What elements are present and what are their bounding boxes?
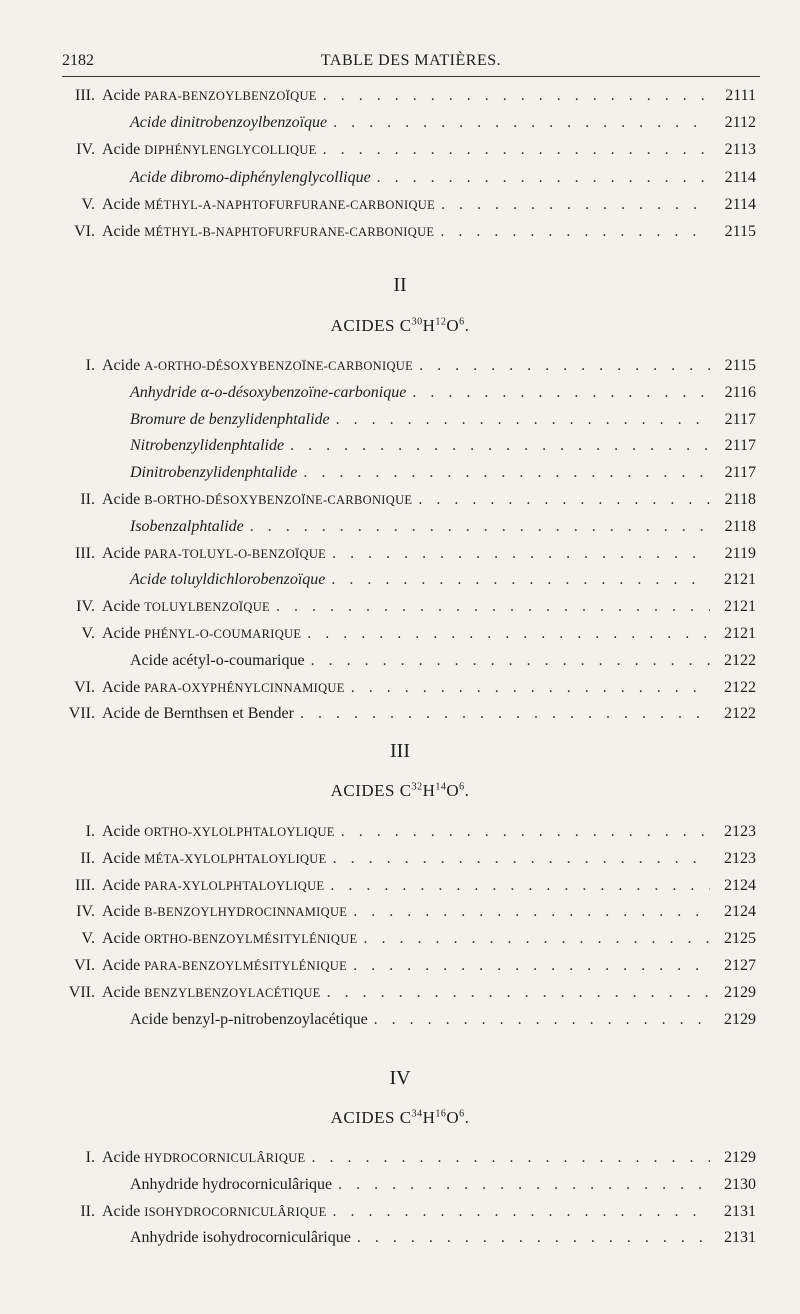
entry-label bbox=[102, 927, 357, 951]
entry-name: ORTHO-XYLOLPHTALOYLIQUE bbox=[144, 825, 335, 839]
entry-prefix: Acide bbox=[102, 876, 141, 894]
entry-page: 2118 bbox=[724, 491, 756, 508]
toc-entry[interactable] bbox=[0, 676, 756, 700]
entry-page: 2115 bbox=[724, 357, 756, 374]
entry-page: 2114 bbox=[724, 195, 756, 213]
entry-page: 2131 bbox=[724, 1229, 756, 1247]
formula-part: . bbox=[464, 1108, 470, 1127]
toc-entry[interactable] bbox=[0, 166, 756, 190]
entry-label: Nitrobenzylidenphtalide bbox=[130, 437, 285, 455]
entry-number: I. bbox=[85, 1149, 95, 1166]
entry-prefix: Acide bbox=[102, 625, 141, 642]
dot-leader bbox=[441, 193, 710, 217]
running-title: TABLE DES MATIÈRES. bbox=[320, 52, 502, 69]
entry-number: VII. bbox=[68, 983, 95, 1001]
entry-label bbox=[102, 354, 413, 378]
entry-number: V. bbox=[81, 195, 95, 213]
toc-entry[interactable] bbox=[0, 488, 756, 512]
entry-number: I. bbox=[85, 357, 95, 374]
entry-page: 2121 bbox=[724, 625, 756, 642]
dot-leader bbox=[290, 434, 710, 458]
entry-prefix: Acide bbox=[102, 1202, 141, 1220]
toc-entry[interactable] bbox=[0, 981, 756, 1005]
entry-prefix: Acide bbox=[102, 849, 141, 867]
toc-entry[interactable] bbox=[0, 820, 756, 844]
toc-entry[interactable] bbox=[0, 1146, 756, 1170]
entry-prefix: Acide bbox=[102, 823, 141, 840]
entry-page: 2129 bbox=[724, 1010, 756, 1028]
toc-entry[interactable] bbox=[0, 461, 756, 485]
dot-leader bbox=[336, 408, 710, 432]
entry-name: PARA-BENZOYLMÉSITYLÉNIQUE bbox=[144, 959, 348, 973]
entry-name: Bernthsen et Bender bbox=[163, 705, 294, 723]
entry-name: PARA-TOLUYL-O-BENZOÏQUE bbox=[144, 546, 327, 561]
formula-index: 16 bbox=[435, 1108, 447, 1120]
entry-name: PARA-BENZOYLBENZOÏQUE bbox=[144, 89, 317, 103]
toc-entry[interactable] bbox=[0, 84, 756, 108]
formula-part: ACIDES C bbox=[330, 316, 412, 335]
toc-entry[interactable] bbox=[0, 1226, 756, 1250]
section-numeral: III bbox=[390, 740, 410, 762]
entry-name: PARA-XYLOLPHTALOYLIQUE bbox=[144, 878, 325, 893]
entry-label: Acide toluyldichlorobenzoïque bbox=[130, 571, 326, 589]
section-title bbox=[0, 1108, 800, 1128]
entry-name: DIPHÉNYLENGLYCOLLIQUE bbox=[144, 143, 317, 158]
entry-name: PHÉNYL-O-COUMARIQUE bbox=[144, 627, 302, 641]
formula-part: ACIDES C bbox=[330, 781, 412, 800]
dot-leader bbox=[357, 1226, 710, 1250]
entry-page: 2130 bbox=[724, 1175, 756, 1193]
entry-label: Isobenzalphtalide bbox=[130, 517, 244, 535]
toc-entry[interactable] bbox=[0, 193, 756, 217]
entry-label bbox=[102, 193, 435, 217]
entry-name: TOLUYLBENZOÏQUE bbox=[144, 600, 270, 615]
entry-number: IV. bbox=[76, 598, 95, 616]
entry-prefix: Acide bbox=[102, 930, 141, 948]
entry-number: V. bbox=[81, 930, 95, 948]
entry-label: Anhydride isohydrocorniculârique bbox=[130, 1229, 351, 1247]
toc-entry[interactable] bbox=[0, 568, 756, 592]
dot-leader bbox=[330, 874, 710, 898]
dot-leader bbox=[333, 111, 710, 135]
entry-page: 2113 bbox=[724, 141, 756, 159]
toc-entry[interactable] bbox=[0, 847, 756, 871]
toc-entry[interactable] bbox=[0, 515, 756, 539]
dot-leader bbox=[323, 84, 710, 108]
entry-prefix: Acide bbox=[102, 598, 141, 616]
formula-part: O bbox=[446, 316, 460, 335]
entry-number: II. bbox=[80, 1202, 95, 1220]
entry-label bbox=[102, 676, 345, 700]
toc-entry[interactable] bbox=[0, 542, 756, 566]
toc-entry[interactable] bbox=[0, 649, 756, 673]
dot-leader bbox=[311, 1146, 710, 1170]
dot-leader bbox=[311, 649, 710, 673]
entry-label bbox=[102, 874, 324, 898]
entry-prefix: Acide bbox=[102, 1149, 141, 1166]
formula-index: 34 bbox=[411, 1108, 423, 1120]
formula-index: 6 bbox=[459, 1108, 465, 1120]
formula-index: 32 bbox=[411, 781, 423, 793]
toc-entry[interactable] bbox=[0, 927, 756, 951]
toc-entry[interactable] bbox=[0, 874, 756, 898]
dot-leader bbox=[377, 166, 710, 190]
entry-label bbox=[102, 981, 321, 1005]
entry-label bbox=[102, 702, 294, 726]
dot-leader bbox=[338, 1173, 710, 1197]
entry-label bbox=[102, 488, 412, 512]
entry-prefix: Acide bbox=[102, 195, 141, 213]
entry-prefix: Acide bbox=[102, 223, 141, 240]
entry-page: 2131 bbox=[724, 1202, 756, 1220]
entry-page: 2117 bbox=[724, 410, 756, 428]
entry-label bbox=[102, 1200, 327, 1224]
dot-leader bbox=[307, 622, 710, 646]
entry-page: 2117 bbox=[724, 464, 756, 482]
section-title bbox=[0, 781, 800, 801]
page-header bbox=[62, 52, 760, 74]
entry-number: VI. bbox=[74, 223, 95, 240]
entry-prefix: Acide bbox=[102, 678, 141, 696]
toc-entry[interactable] bbox=[0, 622, 756, 646]
entry-label: Anhydride hydrocorniculârique bbox=[130, 1175, 333, 1193]
formula-part: ACIDES C bbox=[330, 1108, 412, 1127]
entry-page: 2122 bbox=[724, 705, 756, 723]
entry-label bbox=[102, 900, 347, 924]
entry-page: 2127 bbox=[724, 957, 756, 974]
formula-part: . bbox=[464, 781, 470, 800]
toc-entry[interactable] bbox=[0, 1200, 756, 1224]
toc-entry[interactable] bbox=[0, 1173, 756, 1197]
dot-leader bbox=[341, 820, 710, 844]
entry-prefix: Acide bbox=[102, 491, 141, 508]
toc-entry[interactable] bbox=[0, 1008, 756, 1032]
formula-index: 6 bbox=[459, 781, 465, 793]
entry-page: 2124 bbox=[724, 876, 756, 894]
section-numeral: IV bbox=[389, 1067, 411, 1089]
entry-name: ISOHYDROCORNICULÂRIQUE bbox=[144, 1204, 327, 1219]
toc-entry[interactable] bbox=[0, 900, 756, 924]
entry-page: 2121 bbox=[724, 571, 756, 589]
entry-prefix: Acide bbox=[102, 87, 141, 104]
entry-label: Bromure de benzylidenphtalide bbox=[130, 410, 330, 428]
entry-prefix: Acide bbox=[102, 544, 141, 562]
entry-page: 2111 bbox=[725, 87, 756, 104]
entry-number: III. bbox=[75, 544, 95, 562]
entry-page: 2116 bbox=[724, 383, 756, 401]
entry-number: VI. bbox=[74, 678, 95, 696]
entry-label bbox=[102, 1146, 305, 1170]
entry-page: 2123 bbox=[724, 823, 756, 840]
dot-leader bbox=[412, 381, 710, 405]
entry-label bbox=[102, 84, 317, 108]
entry-label: Acide dibromo-diphénylenglycollique bbox=[130, 168, 371, 186]
entry-label: Anhydride α-o-désoxybenzoïne-carbonique bbox=[130, 383, 407, 401]
entry-prefix: Acide de bbox=[102, 705, 160, 723]
entry-page: 2119 bbox=[724, 544, 756, 562]
entry-prefix: Acide bbox=[102, 141, 141, 159]
entry-label: Acide benzyl-p-nitrobenzoylacétique bbox=[130, 1010, 368, 1028]
entry-number: IV. bbox=[76, 141, 95, 159]
entry-page: 2122 bbox=[724, 651, 756, 669]
entry-page: 2122 bbox=[724, 678, 756, 696]
dot-leader bbox=[333, 1200, 711, 1224]
section-numeral: II bbox=[393, 274, 407, 296]
entry-number: I. bbox=[85, 823, 95, 840]
formula-part: H bbox=[422, 1108, 436, 1127]
formula-index: 14 bbox=[435, 781, 447, 793]
toc-entry[interactable] bbox=[0, 408, 756, 432]
dot-leader bbox=[374, 1008, 710, 1032]
entry-prefix: Acide bbox=[102, 957, 141, 974]
toc-entry[interactable] bbox=[0, 111, 756, 135]
entry-page: 2129 bbox=[724, 983, 756, 1001]
entry-number: II. bbox=[80, 849, 95, 867]
dot-leader bbox=[323, 138, 710, 162]
entry-page: 2114 bbox=[724, 168, 756, 186]
toc-entry[interactable] bbox=[0, 434, 756, 458]
entry-name: MÉTHYL-Α-NAPHTOFURFURANE-CARBONIQUE bbox=[144, 197, 436, 212]
dot-leader bbox=[250, 515, 710, 539]
toc-entry[interactable] bbox=[0, 138, 756, 162]
entry-prefix: Acide bbox=[102, 983, 141, 1001]
dot-leader bbox=[300, 702, 710, 726]
entry-label bbox=[102, 138, 317, 162]
dot-leader bbox=[332, 542, 710, 566]
entry-prefix: Acide bbox=[102, 357, 141, 374]
entry-page: 2117 bbox=[724, 437, 756, 455]
dot-leader bbox=[327, 981, 710, 1005]
dot-leader bbox=[353, 900, 710, 924]
dot-leader bbox=[419, 354, 710, 378]
entry-number: III. bbox=[75, 876, 95, 894]
formula-part: H bbox=[422, 316, 436, 335]
dot-leader bbox=[418, 488, 710, 512]
toc-entry[interactable] bbox=[0, 354, 756, 378]
dot-leader bbox=[363, 927, 710, 951]
entry-number: VII. bbox=[68, 705, 95, 723]
dot-leader bbox=[333, 847, 710, 871]
entry-prefix: Acide bbox=[102, 903, 141, 921]
entry-label bbox=[102, 220, 434, 244]
entry-name: ORTHO-BENZOYLMÉSITYLÉNIQUE bbox=[144, 932, 358, 947]
header-rule bbox=[62, 76, 760, 77]
formula-part: . bbox=[464, 316, 470, 335]
toc-entry[interactable] bbox=[0, 220, 756, 244]
formula-index: 30 bbox=[411, 316, 423, 328]
page-number: 2182 bbox=[62, 52, 94, 69]
toc-entry[interactable] bbox=[0, 702, 756, 726]
entry-number: VI. bbox=[74, 957, 95, 974]
section-title bbox=[0, 316, 800, 336]
dot-leader bbox=[276, 595, 710, 619]
entry-number: IV. bbox=[76, 903, 95, 921]
entry-name: HYDROCORNICULÂRIQUE bbox=[144, 1151, 306, 1165]
entry-page: 2125 bbox=[724, 930, 756, 948]
entry-page: 2118 bbox=[724, 517, 756, 535]
entry-page: 2115 bbox=[724, 223, 756, 240]
formula-index: 12 bbox=[435, 316, 447, 328]
toc-entry[interactable] bbox=[0, 954, 756, 978]
entry-name: BENZYLBENZOYLACÉTIQUE bbox=[144, 985, 321, 1000]
entry-page: 2129 bbox=[724, 1149, 756, 1166]
toc-entry[interactable] bbox=[0, 381, 756, 405]
dot-leader bbox=[303, 461, 710, 485]
entry-label: Dinitrobenzylidenphtalide bbox=[130, 464, 298, 482]
entry-page: 2123 bbox=[724, 849, 756, 867]
entry-label bbox=[102, 622, 301, 646]
dot-leader bbox=[440, 220, 710, 244]
entry-label: Acide dinitrobenzoylbenzoïque bbox=[130, 114, 328, 132]
entry-name: PARA-OXYPHÉNYLCINNAMIQUE bbox=[144, 680, 345, 695]
entry-page: 2112 bbox=[724, 114, 756, 132]
dot-leader bbox=[353, 954, 710, 978]
entry-label bbox=[102, 954, 347, 978]
formula-part: H bbox=[422, 781, 436, 800]
formula-part: O bbox=[446, 1108, 460, 1127]
entry-name: Β-BENZOYLHYDROCINNAMIQUE bbox=[144, 905, 348, 920]
entry-number: V. bbox=[81, 625, 95, 642]
entry-name: MÉTHYL-Β-NAPHTOFURFURANE-CARBONIQUE bbox=[144, 225, 435, 239]
toc-entry[interactable] bbox=[0, 595, 756, 619]
entry-label bbox=[102, 595, 270, 619]
formula-index: 6 bbox=[459, 316, 465, 328]
entry-page: 2121 bbox=[724, 598, 756, 616]
entry-page: 2124 bbox=[724, 903, 756, 921]
dot-leader bbox=[331, 568, 710, 592]
dot-leader bbox=[351, 676, 710, 700]
entry-name: MÉTA-XYLOLPHTALOYLIQUE bbox=[144, 851, 327, 866]
entry-number: III. bbox=[75, 87, 95, 104]
formula-part: O bbox=[446, 781, 460, 800]
entry-name: Β-ORTHO-DÉSOXYBENZOÏNE-CARBONIQUE bbox=[144, 493, 413, 507]
entry-label bbox=[102, 542, 326, 566]
entry-label bbox=[102, 820, 335, 844]
entry-label bbox=[102, 847, 327, 871]
entry-number: II. bbox=[80, 491, 95, 508]
entry-name: Α-ORTHO-DÉSOXYBENZOÏNE-CARBONIQUE bbox=[144, 359, 414, 373]
entry-label: Acide acétyl-o-coumarique bbox=[130, 651, 305, 669]
